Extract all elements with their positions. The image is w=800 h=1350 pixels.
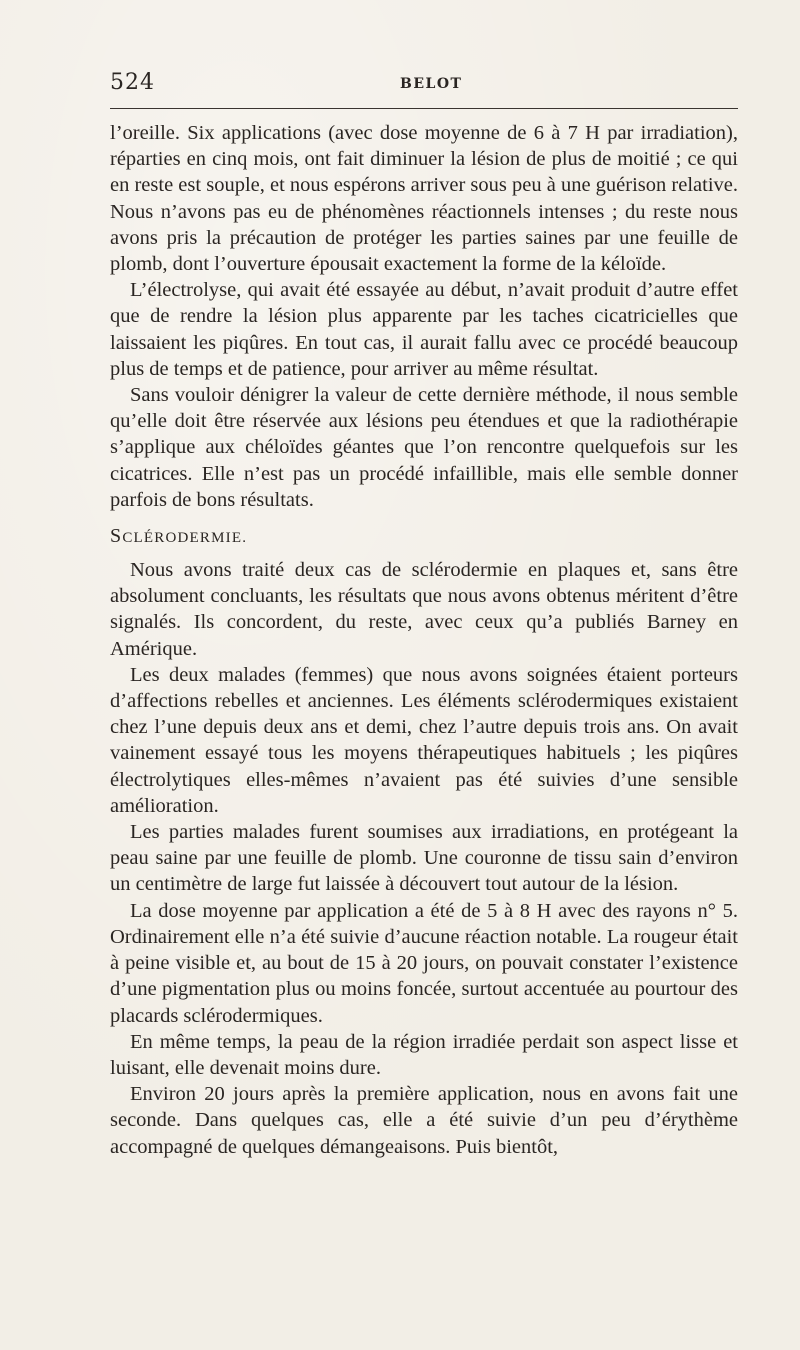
running-head-author: BELOT [400, 76, 463, 92]
paragraph: Les parties malades furent soumises aux irradiations, en protégeant la peau saine par une feuille de plomb. Une couronne de tissu sain d’environ un centimètre de large fut laissée à découvert tout autour de la lésion. [110, 821, 738, 896]
paragraph: l’oreille. Six applications (avec dose moyenne de 6 à 7 H par irradiation), réparties en cinq mois, ont fait diminuer la lésion de plus de moitié ; ce qui en reste est souple, et nous espérons arriver sous peu à une guérison relative. Nous n’avons pas eu de phénomènes réactionnels intenses ; du reste nous avons pris la précaution de protéger les parties saines par une feuille de plomb, dont l’ouverture épousait exactement la forme de la kéloïde. [110, 122, 738, 276]
header-rule [110, 108, 738, 109]
section-heading [110, 525, 738, 549]
paragraph: Les deux malades (femmes) que nous avons soignées étaient porteurs d’affections rebelles et anciennes. Les éléments sclérodermiques existaient chez l’une depuis deux ans et demi, chez l’autre depuis trois ans. On avait vainement essayé tous les moyens thérapeutiques habituels ; les piqûres électrolytiques elles-mêmes n’avaient pas été suivies d’une sensible amélioration. [110, 663, 738, 817]
paragraph: La dose moyenne par application a été de 5 à 8 H avec des rayons n° 5. Ordinairement elle n’a été suivie d’aucune réaction notable. La rougeur était à peine visible et, au bout de 15 à 20 jours, on pouvait constater l’existence d’une pigmentation plus ou moins foncée, surtout accentuée au pourtour des placards sclérodermiques. [110, 899, 738, 1027]
section-heading-initial: S [110, 525, 123, 548]
section-heading-rest: CLÉRODERMIE. [122, 530, 248, 547]
body-text [110, 120, 738, 1160]
paragraph: Environ 20 jours après la première application, nous en avons fait une seconde. Dans quelques cas, elle a été suivie d’un peu d’érythème accompagné de quelques démangeaisons. Puis bientôt, [110, 1083, 738, 1158]
paragraph: En même temps, la peau de la région irradiée perdait son aspect lisse et luisant, elle devenait moins dure. [110, 1030, 738, 1079]
page-number: 524 [110, 70, 155, 95]
paragraph: Nous avons traité deux cas de sclérodermie en plaques et, sans être absolument concluants, les résultats que nous avons obtenus méritent d’être signalés. Ils concordent, du reste, avec ceux qu’a publiés Barney en Amérique. [110, 559, 738, 660]
paragraph: L’électrolyse, qui avait été essayée au début, n’avait produit d’autre effet que de rendre la lésion plus apparente par les taches cicatricielles que laissaient les piqûres. En tout cas, il aurait fallu avec ce procédé beaucoup plus de temps et de patience, pour arriver au même résultat. [110, 279, 738, 380]
running-head [110, 70, 738, 104]
paragraph: Sans vouloir dénigrer la valeur de cette dernière méthode, il nous semble qu’elle doit être réservée aux lésions peu étendues et que la radiothérapie s’applique aux chéloïdes géantes que l’on rencontre quelquefois sur les cicatrices. Elle n’est pas un procédé infaillible, mais elle semble donner parfois de bons résultats. [110, 384, 738, 511]
